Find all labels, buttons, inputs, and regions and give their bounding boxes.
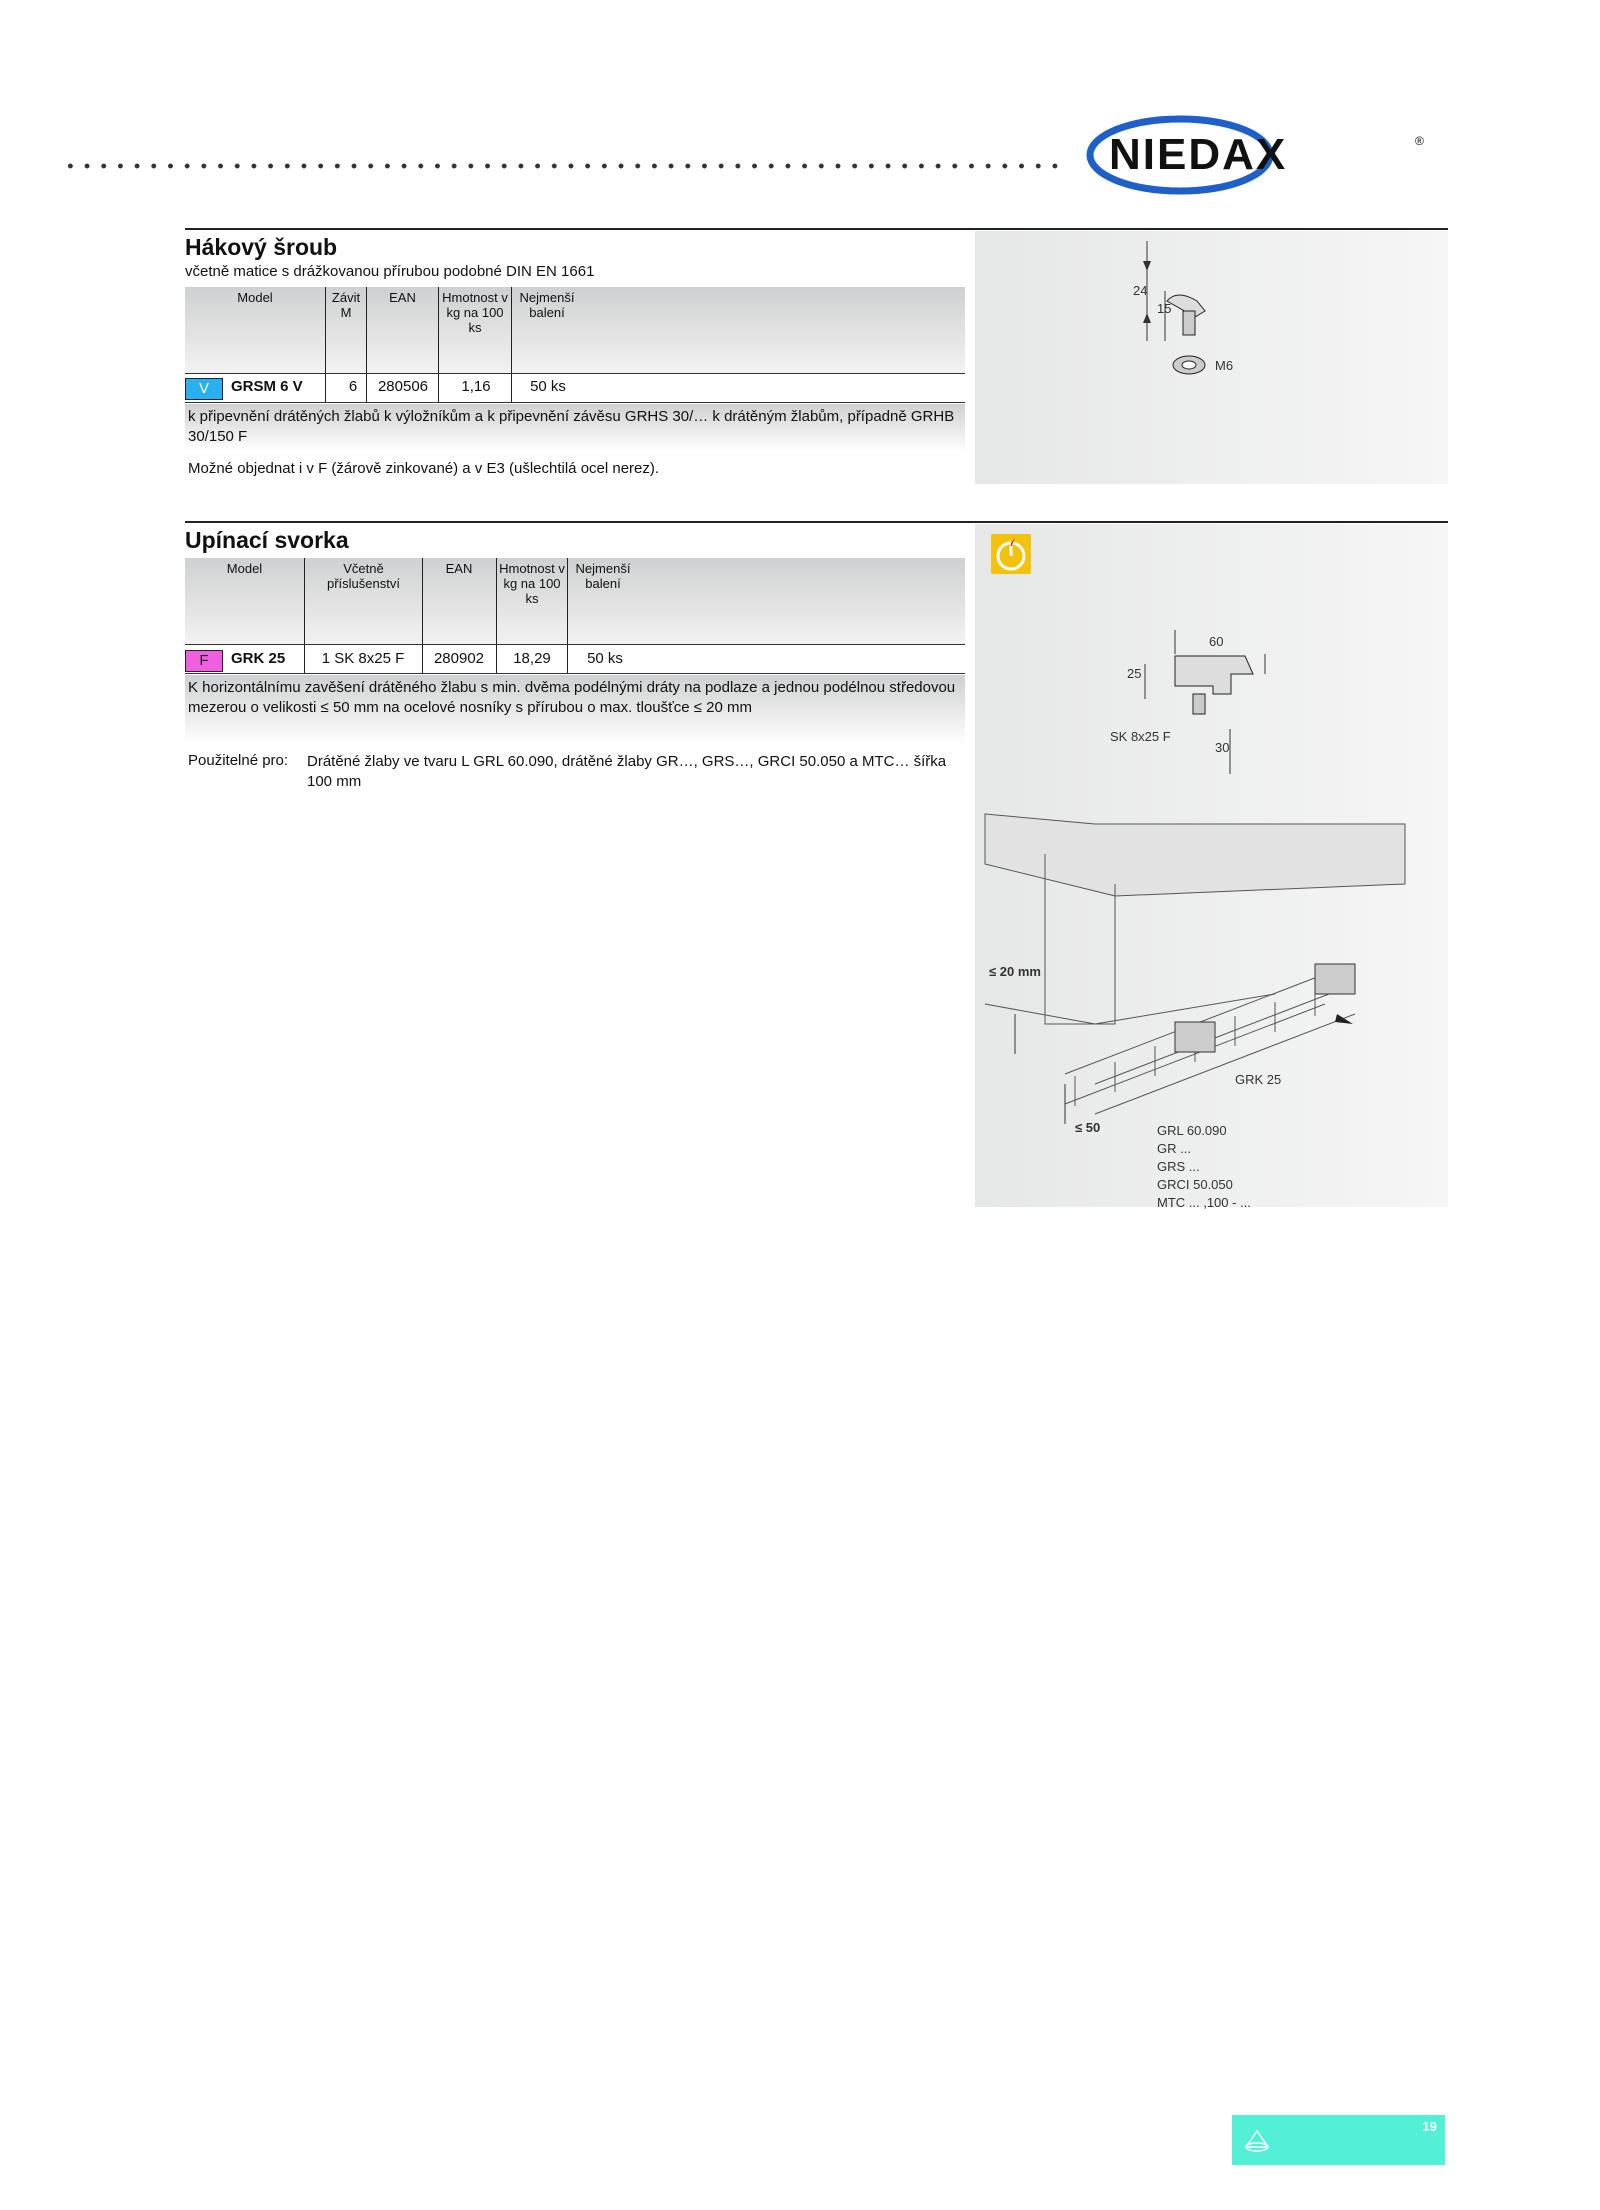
section1-subtitle: včetně matice s drážkovanou přírubou podobné DIN EN 1661 (185, 263, 595, 280)
tray-icon (1242, 2125, 1272, 2155)
header-pack: Nejmenší balení (575, 561, 631, 591)
tray-item: GR ... (1157, 1141, 1191, 1156)
section2-header-underline (185, 644, 965, 645)
part-label: GRK 25 (1235, 1072, 1282, 1087)
header-model: Model (226, 561, 263, 576)
thread-value: 6 (348, 378, 358, 395)
section1-title: Hákový šroub (185, 234, 338, 260)
logo-text: NIEDAX (1109, 130, 1288, 179)
model-code: GRSM 6 V (231, 378, 303, 395)
dim-24: 24 (1133, 283, 1148, 298)
clamp-assembly-drawing (975, 524, 1448, 1207)
header-ean: EAN (389, 290, 416, 305)
tray-list (1157, 1122, 1251, 1212)
header-weight: Hmotnost v kg na 100 ks (499, 561, 565, 606)
tray-item: GRS ... (1157, 1159, 1200, 1174)
usable-label: Použitelné pro: (188, 752, 289, 769)
weight-value: 1,16 (461, 378, 491, 395)
page-footer-tab (1232, 2115, 1445, 2165)
dim-30: 30 (1215, 740, 1230, 755)
dim-25: 25 (1127, 666, 1142, 681)
variant-badge: F (185, 650, 223, 672)
row-underline (185, 673, 965, 674)
pack-value: 50 ks (587, 650, 623, 667)
header-pack: Nejmenší balení (519, 290, 575, 320)
header-ean: EAN (445, 561, 473, 576)
dim-gap: ≤ 50 (1075, 1120, 1101, 1135)
col-sep (567, 558, 568, 673)
section1-header-underline (185, 373, 965, 374)
header-model: Model (237, 290, 273, 305)
header-accessory: Včetně příslušenství (327, 561, 400, 591)
niedax-logo (1085, 115, 1445, 195)
pack-value: 50 ks (530, 378, 566, 395)
dim-m6: M6 (1215, 358, 1234, 373)
page-number: 19 (1422, 2119, 1437, 2134)
ean-value: 280506 (377, 378, 429, 395)
hook-bolt-drawing-panel (975, 231, 1448, 484)
col-sep (304, 558, 305, 673)
clamp-drawing-panel (975, 524, 1448, 1210)
tray-item: GRCI 50.050 (1157, 1177, 1233, 1192)
hook-bolt-drawing (975, 231, 1448, 484)
tray-item: GRL 60.090 (1157, 1123, 1227, 1138)
col-sep (511, 287, 512, 402)
accessory-value: 1 SK 8x25 F (321, 650, 405, 667)
registered-mark: ® (1415, 134, 1424, 148)
col-sep (438, 287, 439, 402)
dim-flange: ≤ 20 mm (989, 964, 1041, 979)
header-thread: Závit M (331, 290, 361, 320)
dotted-rule (62, 162, 1067, 170)
dim-bolt: SK 8x25 F (1110, 729, 1171, 744)
variant-badge: V (185, 378, 223, 400)
section1-note1: k připevnění drátěných žlabů k výložníkům a k připevnění závěsu GRHS 30/… k drátěným žlabům, případně GRHB 30/150 F (188, 408, 955, 445)
section1-note2: Možné objednat i v F (žárově zinkované) a v E3 (ušlechtilá ocel nerez). (188, 460, 660, 477)
ean-value: 280902 (433, 650, 485, 667)
section2-note1: K horizontálnímu zavěšení drátěného žlabu s min. dvěma podélnými dráty na podlaze a jednou podélnou středovou mezerou o velikosti ≤ 50 mm na ocelové nosníky s přírubou o max. tloušťce ≤ 20 mm (188, 679, 956, 716)
dim-60: 60 (1209, 634, 1224, 649)
tray-item: MTC ... ,100 - ... (1157, 1195, 1251, 1210)
usable-text: Drátěné žlaby ve tvaru L GRL 60.090, drátěné žlaby GR…, GRS…, GRCI 50.050 a MTC… šířka 100 mm (307, 753, 947, 790)
row-underline (185, 402, 965, 403)
section1-rule (185, 228, 1448, 230)
col-sep (325, 287, 326, 402)
dim-15: 15 (1157, 301, 1172, 316)
weight-value: 18,29 (513, 650, 551, 667)
section2-rule (185, 521, 1448, 523)
model-code: GRK 25 (231, 650, 286, 667)
header-weight: Hmotnost v kg na 100 ks (442, 290, 508, 335)
section2-title: Upínací svorka (185, 527, 349, 553)
